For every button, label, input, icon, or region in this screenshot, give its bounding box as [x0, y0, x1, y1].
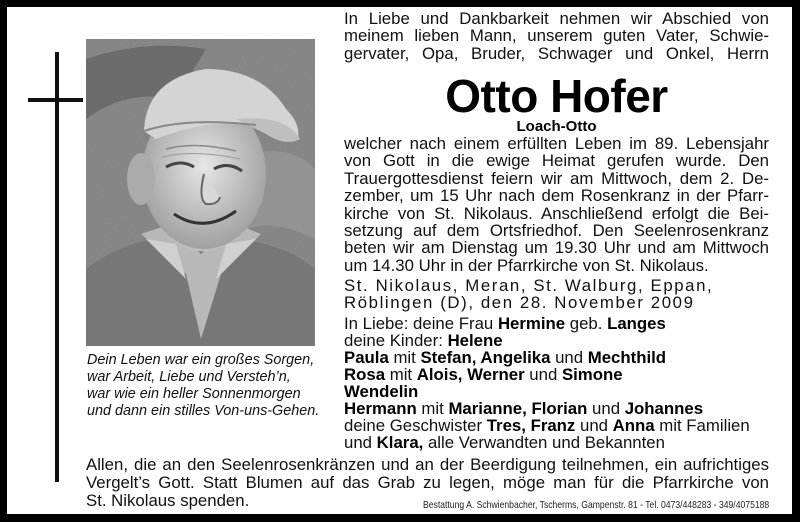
intro-line: gervater, Opa, Bruder, Schwager und Onkel, Herrn: [344, 43, 769, 63]
mourner-text: mit Familien: [654, 416, 750, 435]
date-line: Röblingen (D), den 28. November 2009: [344, 293, 695, 313]
mourner-name: Paula: [344, 348, 389, 367]
mourner-text: und: [524, 365, 562, 384]
deceased-nickname: Loach-Otto: [516, 118, 597, 135]
details-line: kirche von St. Nikolaus. Anschließend erfolgt die Bei-: [344, 203, 769, 223]
mourner-name: Hermann: [344, 399, 417, 418]
memorial-poem: [87, 352, 337, 420]
funeral-details: [344, 135, 769, 274]
mourner-name: Simone: [561, 365, 623, 384]
mourner-line: [344, 383, 769, 400]
intro-line: In Liebe und Dankbarkeit nehmen wir Abschied von: [344, 9, 769, 28]
mourner-name: Anna: [612, 416, 655, 435]
mourner-text: mit: [416, 399, 449, 418]
mourner-line: [344, 315, 769, 332]
poem-line: war wie ein heller Sonnenmorgen: [87, 386, 301, 402]
mourners-list: [344, 315, 769, 451]
poem-line: und dann ein stilles Von-uns-Gehen.: [87, 403, 320, 419]
mourner-line: [344, 332, 769, 349]
deceased-name: Otto Hofer: [445, 70, 668, 122]
details-line: welcher nach einem erfüllten Leben im 89. Lebensjahr: [344, 134, 769, 153]
mourner-name: Marianne, Florian: [448, 399, 588, 418]
mourner-line: [344, 434, 769, 451]
details-line: zember, um 15 Uhr nach dem Rosenkranz in der Pfarr-: [344, 186, 769, 206]
intro-line: meinem lieben Mann, unserem guten Vater, Schwie-: [344, 26, 769, 46]
cross-icon-vertical-bar: [55, 52, 59, 482]
mourner-name: Rosa: [344, 365, 386, 384]
mourner-name: Stefan, Angelika: [420, 348, 551, 367]
mourner-text: mit: [388, 348, 421, 367]
mourner-text: und: [550, 348, 588, 367]
details-line: Trauergottesdienst feiern wir am Mittwoch, dem 2. De-: [344, 168, 769, 188]
mourner-name: Johannes: [624, 399, 704, 418]
closing-line: St. Nikolaus spenden.: [86, 491, 250, 510]
place-and-date: [344, 277, 769, 312]
mourner-text: und: [587, 399, 625, 418]
intro-text: [344, 10, 769, 62]
mourner-text: geb.: [565, 314, 608, 333]
mourner-text: mit: [385, 365, 417, 384]
mourner-line: [344, 417, 769, 434]
cross-icon-horizontal-bar: [28, 98, 83, 102]
mourner-line: [344, 349, 769, 366]
obituary-notice: [7, 7, 792, 514]
closing-line: Vergelt’s Gott. Statt Blumen auf das Grab zu legen, möge man für die Pfarrkirche von: [86, 473, 769, 492]
mourner-line: [344, 366, 769, 383]
mourner-text: In Liebe: deine Frau: [344, 314, 498, 333]
mourner-name: Alois, Werner: [416, 365, 525, 384]
mourner-name: Hermine: [497, 314, 566, 333]
portrait-illustration: [86, 39, 315, 346]
closing-line: Allen, die an den Seelenrosenkränzen und an der Beerdigung teilnehmen, ein aufrichtiges: [86, 455, 769, 474]
mourner-name: Helene: [447, 331, 503, 350]
details-line: beten wir am Dienstag um 19.30 Uhr und am Mittwoch: [344, 238, 769, 258]
details-line: um 14.30 Uhr in der Pfarrkirche von St. Nikolaus.: [344, 255, 709, 275]
details-line: von Gott in die ewige Heimat gerufen wurde. Den: [344, 151, 769, 171]
mourner-name: Wendelin: [344, 382, 419, 401]
place-line: St. Nikolaus, Meran, St. Walburg, Eppan,: [344, 276, 714, 295]
mourner-name: Mechthild: [587, 348, 667, 367]
mourner-text: deine Kinder:: [344, 331, 448, 350]
portrait-photo: [86, 39, 315, 346]
poem-line: war Arbeit, Liebe und Versteh’n,: [87, 369, 291, 385]
poem-line: Dein Leben war ein großes Sorgen,: [87, 352, 315, 368]
funeral-home-contact: Bestattung A. Schwienbacher, Tscherms, Gampenstr. 81 - Tel. 0473/448283 - 349/4075188: [422, 499, 769, 511]
mourner-name: Langes: [607, 314, 666, 333]
mourner-line: [344, 400, 769, 417]
mourner-text: deine Geschwister: [344, 416, 487, 435]
mourner-name: Tres, Franz: [486, 416, 576, 435]
mourner-text: alle Verwandten und Bekannten: [423, 433, 665, 452]
mourner-text: und: [575, 416, 613, 435]
mourner-text: und: [344, 433, 377, 452]
details-line: setzung auf dem Ortsfriedhof. Den Seelenrosenkranz: [344, 220, 769, 240]
mourner-name: Klara,: [376, 433, 424, 452]
